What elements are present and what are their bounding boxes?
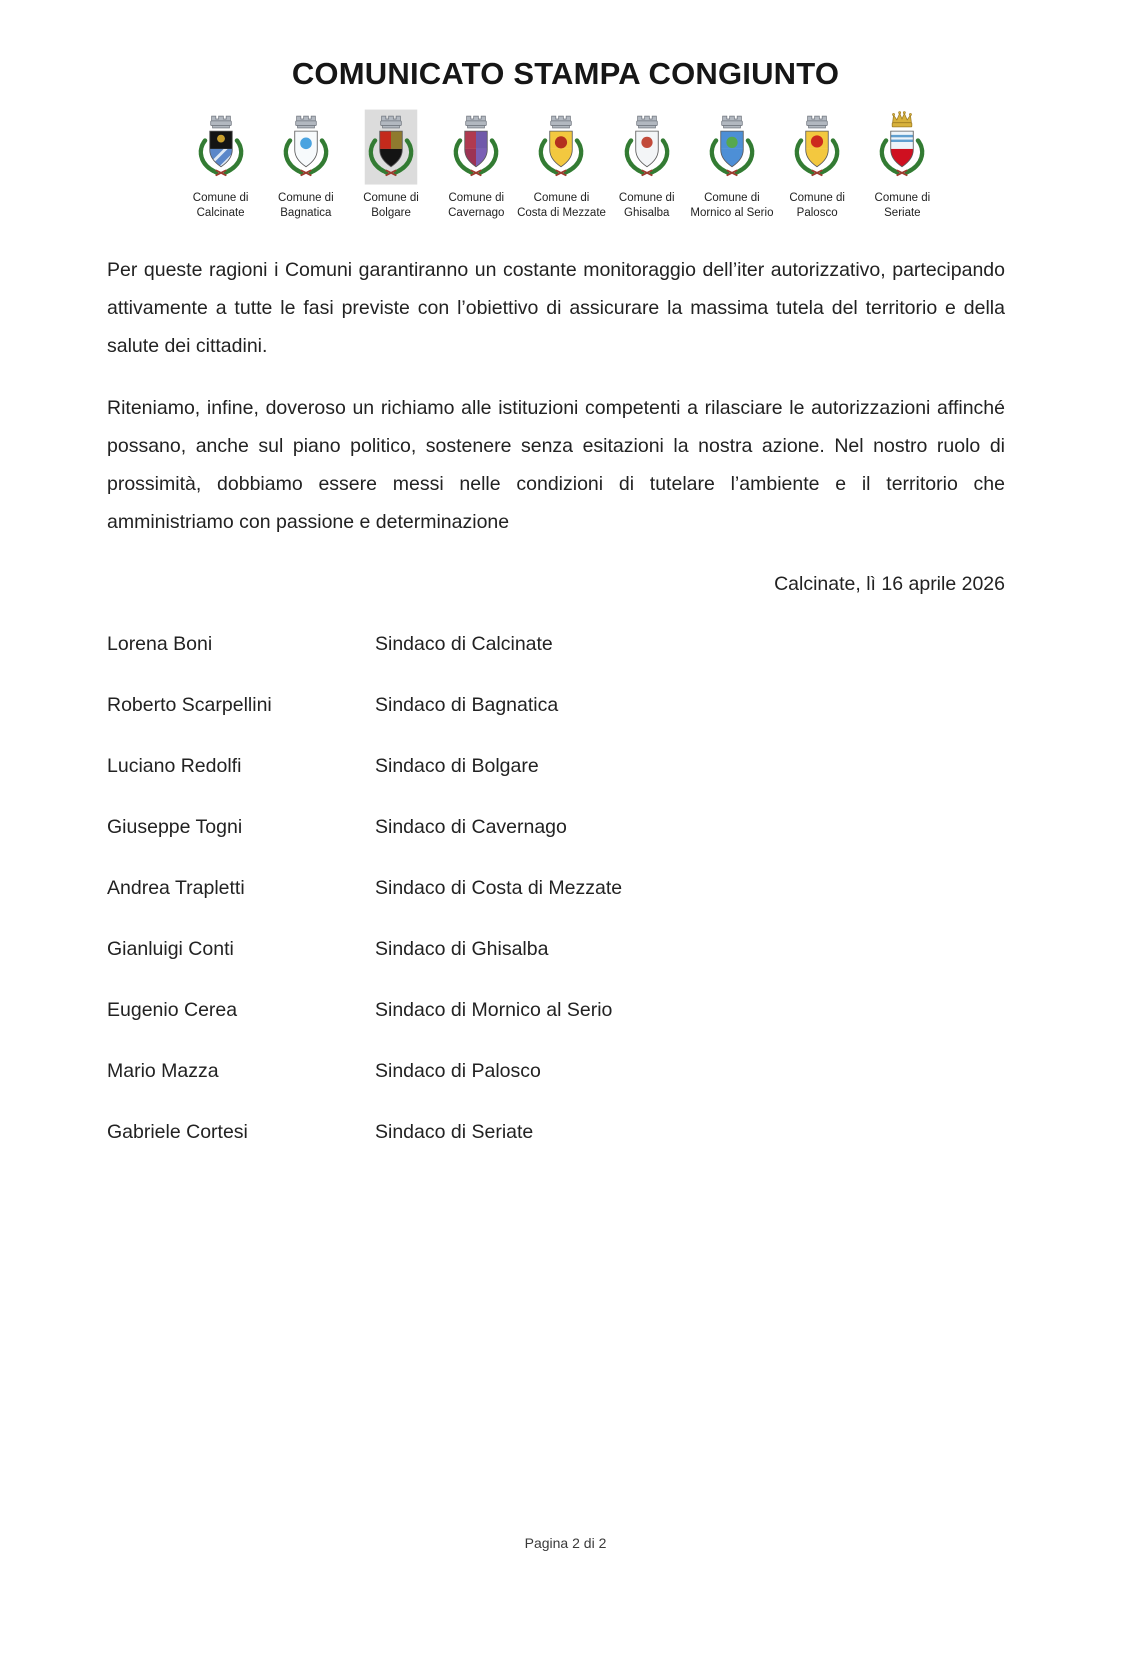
signatory-role: Sindaco di Palosco [375,1060,541,1083]
municipality-item [519,108,604,221]
municipality-item [860,108,945,221]
municipality-item [434,108,519,221]
municipality-label: Comune di Mornico al Serio [690,192,774,220]
signatory-name: Luciano Redolfi [107,755,242,778]
signatory-row [107,808,1005,846]
mural-crown-icon [722,116,743,128]
signatory-role: Sindaco di Costa di Mezzate [375,877,623,900]
signatory-role: Sindaco di Bolgare [375,755,539,778]
signatories-list [107,625,1005,1151]
municipality-label: Comune di Palosco [789,192,845,220]
municipality-label: Comune di Calcinate [192,192,249,220]
signatory-row [107,625,1005,663]
signatory-row [107,869,1005,907]
page-title: COMUNICATO STAMPA CONGIUNTO [291,56,840,91]
municipal-crest-icon [191,108,251,188]
mural-crown-icon [466,116,487,128]
municipality-item [348,108,433,221]
signatory-name: Lorena Boni [107,633,213,656]
crest-emblem [811,135,823,147]
signatory-name: Gianluigi Conti [107,938,234,961]
municipality-label: Comune di Cavernago [448,192,505,220]
signatory-row [107,747,1005,785]
signatory-name: Mario Mazza [107,1060,219,1083]
signatory-name: Gabriele Cortesi [107,1121,248,1144]
municipal-crest-icon [446,108,506,188]
signatory-row [107,1113,1005,1151]
mural-crown-icon [381,116,402,128]
mural-crown-icon [636,116,657,128]
mural-crown-icon [296,116,317,128]
municipal-crest-icon [872,108,932,188]
municipality-label: Comune di Bagnatica [278,192,334,220]
mural-crown-icon [807,116,828,128]
mural-crown-icon [551,116,572,128]
signatory-role: Sindaco di Calcinate [375,633,553,656]
signatory-name: Giuseppe Togni [107,816,243,839]
mural-crown-icon [210,116,231,128]
municipal-crest-icon [361,108,421,188]
page-number: Pagina 2 di 2 [524,1535,607,1551]
signatory-role: Sindaco di Mornico al Serio [375,999,613,1022]
paragraph-2: Riteniamo, infine, doveroso un richiamo alle istituzioni competenti a rilasciare le autorizzazioni affinché possano, anche sul piano politico, sostenere senza esitazioni la nostra azione. Nel nostro ruolo di prossimità, dobbiamo essere messi nelle condizioni di tutelare l’ambiente e il territorio che amministriamo con passione e determinazione [107,397,1005,534]
signatory-row [107,686,1005,724]
signatory-role: Sindaco di Ghisalba [375,938,549,961]
dateline: Calcinate, lì 16 aprile 2026 [774,573,1005,596]
document-page [0,56,1131,1656]
signatory-name: Roberto Scarpellini [107,694,272,717]
municipalities-row [178,108,945,221]
municipality-item [263,108,348,221]
signatory-role: Sindaco di Cavernago [375,816,567,839]
crest-emblem [300,138,312,150]
municipality-label: Comune di Bolgare [363,192,419,220]
signatory-row [107,991,1005,1029]
signatory-row [107,1052,1005,1090]
municipality-label: Comune di Ghisalba [618,192,675,220]
crest-emblem [641,137,652,148]
municipal-crest-icon [276,108,336,188]
municipal-crest-icon [787,108,847,188]
signatory-name: Eugenio Cerea [107,999,238,1022]
gold-crown-icon [893,112,913,127]
crest-emblem [726,137,737,148]
crest-emblem [555,136,567,148]
signatory-role: Sindaco di Seriate [375,1121,534,1144]
paragraph-1: Per queste ragioni i Comuni garantiranno un costante monitoraggio dell’iter autorizzativo, partecipando attivamente a tutte le fasi previste con l’obiettivo di assicurare la massima tutela del territorio e della salute dei cittadini. [107,259,1005,358]
crest-emblem [217,135,225,143]
municipality-item [604,108,689,221]
municipal-crest-icon [702,108,762,188]
body-text [107,251,1005,541]
municipal-crest-icon [617,108,677,188]
municipality-item [178,108,263,221]
municipal-crest-icon [531,108,591,188]
signatory-name: Andrea Trapletti [107,877,245,900]
municipality-label: Comune di Seriate [874,192,931,220]
signatory-row [107,930,1005,968]
municipality-item [775,108,860,221]
municipality-item [689,108,774,221]
municipality-label: Comune di Costa di Mezzate [517,192,606,220]
signatory-role: Sindaco di Bagnatica [375,694,559,717]
